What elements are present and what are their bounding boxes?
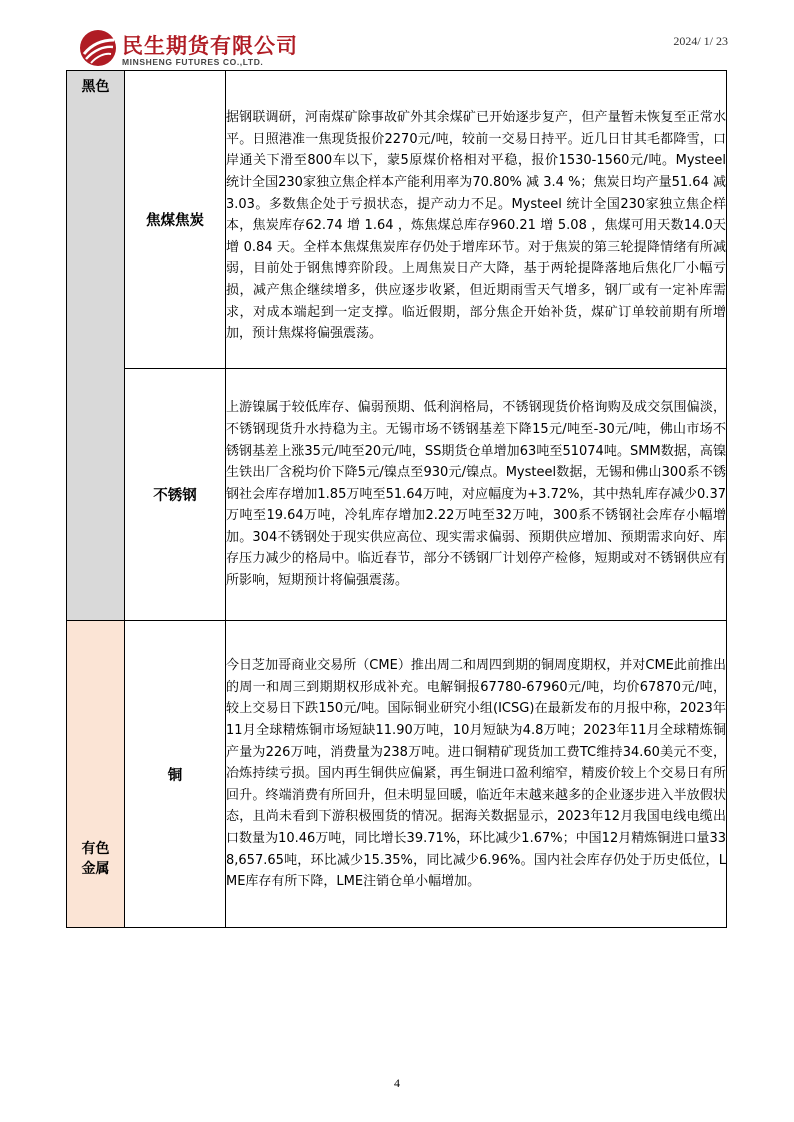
commodity-text-copper: 今日芝加哥商业交易所（CME）推出周二和周四到期的铜周度期权，并对CME此前推出的周一和周三到期期权形成补充。电解铜报67780-67960元/吨，均价67870元/吨，较上交易日下跌150元/吨。国际铜业研究小组(ICSG)在最新发布的月报中称，2023年11月全球精炼铜市场短缺11.90万吨，10月短缺为4.8万吨；2023年11月全球精炼铜产量为226万吨，消费量为238万吨。进口铜精矿现货加工费TC维持34.60美元不变，冶炼持续亏损。国内再生铜供应偏紧，再生铜进口盈利缩窄，精废价较上个交易日有所回升。终端消费有所回升，但未明显回暖，临近年末越来越多的企业逐步进入半放假状态，且尚未看到下游积极囤货的情况。据海关数据显示，2023年12月我国电线电缆出口数量为10.46万吨，同比增长39.71%，环比减少1.67%；中国12月精炼铜进口量338,657.65吨，环比减少15.35%，同比减少6.96%。国内社会库存仍处于历史低位，LME库存有所下降，LME注销仓单小幅增加。 [226, 621, 727, 928]
commodity-name-stainless: 不锈钢 [125, 369, 226, 621]
table-row [67, 369, 727, 621]
page-number: 4 [394, 1076, 400, 1090]
commodity-name-coking-coal: 焦煤焦炭 [125, 71, 226, 369]
category-nonferrous-label: 有色金属 [81, 841, 110, 877]
commodity-text-coking-coal: 据钢联调研，河南煤矿除事故矿外其余煤矿已开始逐步复产，但产量暂未恢复至正常水平。日照港准一焦现货报价2270元/吨，较前一交易日持平。近几日甘其毛都降雪，口岸通关下滑至800车以下，蒙5原煤价格相对平稳，报价1530-1560元/吨。Mysteel 统计全国230家独立焦企样本产能利用率为70.80% 减 3.4 %；焦炭日均产量51.64 减 3.03。多数焦企处于亏损状态，提产动力不足。Mysteel 统计全国230家独立焦企样本，焦炭库存62.74 增 1.64 ，炼焦煤总库存960.21 增 5.08 ，焦煤可用天数14.0天增 0.84 天。全样本焦煤焦炭库存仍处于增库环节。对于焦炭的第三轮提降情绪有所减弱，目前处于钢焦博弈阶段。上周焦炭日产大降，基于两轮提降落地后焦化厂小幅亏损，减产焦企继续增多，供应逐步收紧，但近期雨雪天气增多，钢厂或有一定补库需求，对成本端起到一定支撑。临近假期，部分焦企开始补货，煤矿订单较前期有所增加，预计焦煤将偏强震荡。 [226, 71, 727, 369]
company-name-en: MINSHENG FUTURES CO.,LTD. [122, 57, 264, 67]
document-date: 2024/ 1/ 23 [673, 34, 728, 48]
table-row [67, 621, 727, 928]
table-row [67, 71, 727, 369]
commodity-text-stainless: 上游镍属于较低库存、偏弱预期、低利润格局，不锈钢现货价格询购及成交氛围偏淡，不锈钢现货升水持稳为主。无锡市场不锈钢基差下降15元/吨至-30元/吨，佛山市场不锈钢基差上涨35元/吨至20元/吨，SS期货仓单增加63吨至51074吨。SMM数据，高镍生铁出厂含税均价下降5元/镍点至930元/镍点。Mysteel数据，无锡和佛山300系不锈钢社会库存增加1.85万吨至51.64万吨，对应幅度为+3.72%，其中热轧库存减少0.37万吨至19.64万吨，冷轧库存增加2.22万吨至32万吨，300系不锈钢社会库存小幅增加。304不锈钢处于现实供应高位、现实需求偏弱、预期供应增加、预期需求向好、库存压力减少的格局中。临近春节，部分不锈钢厂计划停产检修，短期或对不锈钢供应有所影响，短期预计将偏强震荡。 [226, 369, 727, 621]
commodity-name-copper: 铜 [125, 621, 226, 928]
commodity-analysis-table [66, 70, 727, 928]
category-nonferrous-metals [67, 621, 125, 928]
company-name-cn: 民生期货有限公司 [122, 34, 298, 58]
page-header [78, 24, 728, 72]
category-black: 黑色 [67, 71, 125, 621]
minsheng-logo-icon [78, 28, 118, 68]
